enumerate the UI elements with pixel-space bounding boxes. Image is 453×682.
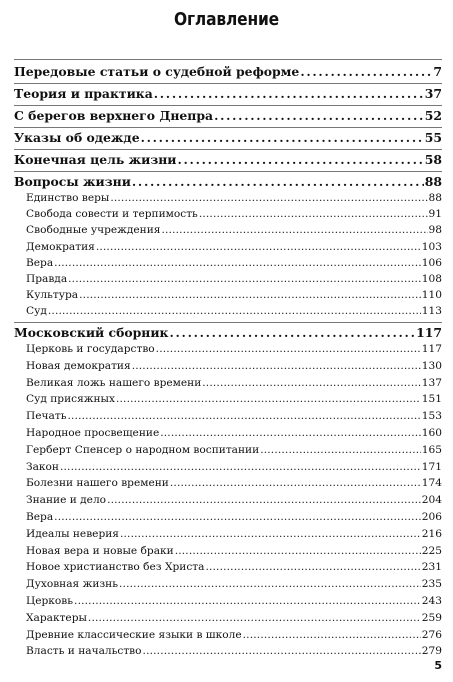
leader-dots [96, 241, 421, 253]
toc-sub-entry[interactable] [14, 208, 442, 224]
toc-entry-page: 160 [421, 427, 442, 439]
toc-entry-page: 110 [421, 289, 442, 302]
toc-entry-page: 113 [421, 305, 442, 318]
toc-sub-entry[interactable] [14, 545, 442, 561]
toc-sub-entry[interactable] [14, 427, 442, 443]
toc-sub-entry[interactable] [14, 477, 442, 493]
toc-entry-page: 165 [421, 443, 442, 456]
toc-entry-title: Суд [26, 305, 47, 318]
toc-sub-entry[interactable] [14, 273, 442, 289]
leader-dots [119, 578, 421, 590]
toc-entry-title: Московский сборник [14, 325, 169, 340]
divider [14, 149, 442, 150]
toc-entry[interactable] [14, 174, 442, 192]
leader-dots [154, 86, 424, 101]
toc-entry-title: Правда [26, 273, 68, 285]
leader-dots [141, 130, 424, 145]
toc-sub-entry[interactable] [14, 224, 442, 240]
leader-dots [120, 528, 421, 540]
toc-sub-entry[interactable] [14, 528, 442, 544]
toc-entry-title: Знание и дело [26, 494, 107, 507]
toc-sub-entry[interactable] [14, 393, 442, 409]
toc-entry-title: Духовная жизнь [26, 578, 119, 591]
toc-sub-entry[interactable] [14, 241, 442, 257]
toc-sub-entry[interactable] [14, 629, 442, 645]
toc-sub-entry[interactable] [14, 461, 442, 477]
leader-dots [54, 257, 421, 269]
leader-dots [214, 108, 424, 123]
toc-entry-page: 103 [421, 240, 442, 253]
toc-entry-page: 216 [421, 527, 442, 540]
divider [14, 127, 442, 128]
toc-entry-title: Демократия [26, 240, 95, 253]
toc-entry-page: 231 [421, 561, 442, 574]
toc-entry-page: 98 [428, 224, 442, 237]
leader-dots [60, 461, 421, 473]
toc-entry-page: 130 [421, 359, 442, 372]
divider [14, 322, 442, 323]
toc-entry-title: Церковь и государство [26, 343, 155, 355]
toc-entry[interactable] [14, 325, 442, 343]
toc-entry-title: Теория и практика [14, 86, 153, 101]
leader-dots [132, 360, 421, 372]
leader-dots [79, 289, 421, 301]
leader-dots [175, 545, 421, 557]
toc-entry-title: Печать [26, 410, 67, 423]
toc-sub-entry[interactable] [14, 645, 442, 661]
divider [14, 59, 442, 60]
toc-sub-entry[interactable] [14, 305, 442, 321]
leader-dots [143, 645, 421, 657]
leader-dots [110, 192, 427, 204]
leader-dots [107, 494, 421, 506]
toc-entry-title: Свобода совести и терпимость [26, 208, 198, 221]
toc-entry[interactable] [14, 152, 442, 170]
toc-entry-page: 117 [416, 325, 442, 340]
leader-dots [169, 325, 415, 340]
toc-sub-entry[interactable] [14, 444, 442, 460]
toc-entry-title: Свободные учреждения [26, 224, 161, 237]
toc-sub-entry[interactable] [14, 289, 442, 305]
toc-entry-page: 204 [421, 494, 442, 507]
toc-entry-title: Единство веры [26, 192, 110, 204]
leader-dots [54, 511, 421, 523]
toc-entry-title: Суд присяжных [26, 393, 115, 406]
toc-entry-title: Культура [26, 289, 79, 302]
leader-dots [199, 208, 428, 220]
toc-sub-entry[interactable] [14, 192, 442, 208]
toc-entry-title: Характеры [26, 611, 87, 624]
toc-entry-title: Герберт Спенсер о народном воспитании [26, 443, 260, 456]
leader-dots [132, 174, 424, 189]
toc-entry-title: Болезни нашего времени [26, 477, 169, 490]
toc-entry-title: Закон [26, 460, 59, 473]
toc-entry-page: 206 [421, 511, 442, 523]
page-title: Оглавление [173, 9, 279, 30]
toc-entry-title: Древние классические языки в школе [26, 628, 242, 641]
toc-sub-entry[interactable] [14, 360, 442, 376]
toc-entry[interactable] [14, 108, 442, 126]
page-number: 5 [434, 659, 442, 672]
toc-entry[interactable] [14, 86, 442, 104]
toc-entry-title: Великая ложь нашего времени [26, 376, 202, 389]
toc-entry-title: Вера [26, 256, 54, 269]
leader-dots [205, 561, 420, 573]
toc-entry-title: С берегов верхнего Днепра [14, 108, 214, 123]
toc-entry-page: 108 [421, 273, 442, 285]
toc-entry-page: 58 [424, 152, 442, 167]
leader-dots [116, 393, 421, 405]
toc-entry-page: 171 [421, 460, 442, 473]
toc-entry-title: Вера [26, 511, 54, 523]
toc-sub-entry[interactable] [14, 257, 442, 273]
toc-entry-title: Вопросы жизни [14, 174, 131, 189]
toc-sub-entry[interactable] [14, 494, 442, 510]
toc-entry[interactable] [14, 64, 442, 82]
divider [14, 105, 442, 106]
toc-entry-title: Указы об одежде [14, 130, 140, 145]
toc-sub-entry[interactable] [14, 343, 442, 359]
toc-entry-page: 88 [428, 192, 442, 204]
toc-entry-page: 55 [424, 130, 442, 145]
toc-entry-title: Новая демократия [26, 359, 131, 372]
toc-sub-entry[interactable] [14, 612, 442, 628]
toc-entry-page: 174 [421, 477, 442, 490]
toc-entry-page: 279 [421, 645, 442, 658]
toc-entry-page: 91 [428, 208, 442, 221]
toc-entry-page: 137 [421, 376, 442, 389]
toc-entry-page: 153 [421, 410, 442, 423]
leader-dots [160, 427, 421, 439]
toc-entry-page: 7 [433, 64, 442, 79]
leader-dots [67, 410, 420, 422]
toc-entry-page: 276 [421, 628, 442, 641]
leader-dots [243, 629, 421, 641]
leader-dots [88, 612, 421, 624]
toc-entry-title: Передовые статьи о судебной реформе [14, 64, 300, 79]
toc-entry-page: 235 [421, 578, 442, 591]
leader-dots [68, 273, 421, 285]
toc-entry-title: Идеалы неверия [26, 527, 119, 540]
toc-sub-entry[interactable] [14, 410, 442, 426]
toc-sub-entry[interactable] [14, 377, 442, 393]
toc-entry-title: Конечная цель жизни [14, 152, 177, 167]
toc-entry-page: 88 [424, 174, 442, 189]
divider [14, 83, 442, 84]
toc-entry-title: Новая вера и новые браки [26, 544, 174, 557]
toc-entry-title: Новое христианство без Христа [26, 561, 205, 574]
toc-entry-page: 52 [424, 108, 442, 123]
toc-sub-entry[interactable] [14, 595, 442, 611]
toc-sub-entry[interactable] [14, 578, 442, 594]
toc-entry-page: 106 [421, 256, 442, 269]
leader-dots [178, 152, 424, 167]
divider [14, 171, 442, 172]
toc-sub-entry[interactable] [14, 561, 442, 577]
leader-dots [162, 224, 428, 236]
toc-entry-title: Власть и начальство [26, 645, 142, 658]
toc-entry-page: 37 [424, 86, 442, 101]
toc-entry-page: 117 [421, 343, 442, 355]
leader-dots [156, 343, 421, 355]
toc-entry-page: 243 [421, 595, 442, 607]
toc-entry-page: 225 [421, 544, 442, 557]
toc-entry[interactable] [14, 130, 442, 148]
leader-dots [260, 444, 421, 456]
leader-dots [74, 595, 421, 607]
toc-sub-entry[interactable] [14, 511, 442, 527]
toc-entry-title: Народное просвещение [26, 427, 160, 439]
leader-dots [48, 305, 421, 317]
toc-entry-page: 151 [421, 393, 442, 406]
toc-entry-page: 259 [421, 611, 442, 624]
leader-dots [300, 64, 432, 79]
leader-dots [202, 377, 421, 389]
leader-dots [170, 477, 421, 489]
toc-entry-title: Церковь [26, 595, 74, 607]
